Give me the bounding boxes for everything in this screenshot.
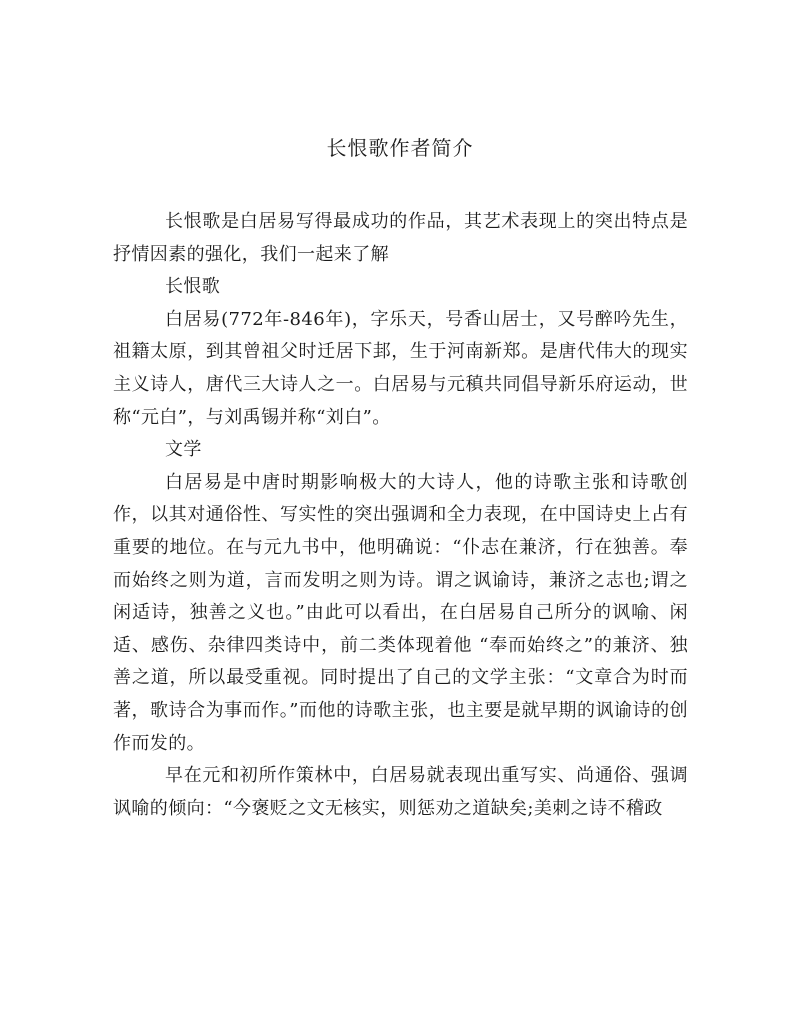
- paragraph-intro: 长恨歌是白居易写得最成功的作品，其艺术表现上的突出特点是抒情因素的强化，我们一起来了解: [113, 211, 688, 265]
- document-title: 长恨歌作者简介: [326, 136, 474, 160]
- document-body: [113, 206, 688, 825]
- paragraph-policy: 早在元和初所作策林中，白居易就表现出重写实、尚通俗、强调讽喻的倾向：“今褒贬之文无核实，则惩劝之道缺矣;美刺之诗不稽政: [113, 765, 688, 819]
- section-heading-literature: 文学: [165, 439, 202, 461]
- section-heading-changhenge: 长恨歌: [165, 276, 221, 298]
- paragraph-literature: 白居易是中唐时期影响极大的大诗人，他的诗歌主张和诗歌创作，以其对通俗性、写实性的突出强调和全力表现，在中国诗史上占有重要的地位。在与元九书中，他明确说：“仆志在兼济，行在独善。奉而始终之则为道，言而发明之则为诗。谓之讽谕诗，兼济之志也;谓之闲适诗，独善之义也。”由此可以看出，在白居易自己所分的讽喻、闲适、感伤、杂律四类诗中，前二类体现着他 “奉而始终之”的兼济、独善之道，所以最受重视。同时提出了自己的文学主张：“文章合为时而著，歌诗合为事而作。”而他的诗歌主张，也主要是就早期的讽谕诗的创作而发的。: [113, 471, 688, 754]
- paragraph-biography: 白居易(772年-846年)，字乐天，号香山居士，又号醉吟先生，祖籍太原，到其曾祖父时迁居下邽，生于河南新郑。是唐代伟大的现实主义诗人，唐代三大诗人之一。白居易与元稹共同倡导新乐府运动，世称“元白”，与刘禹锡并称“刘白”。: [113, 308, 688, 428]
